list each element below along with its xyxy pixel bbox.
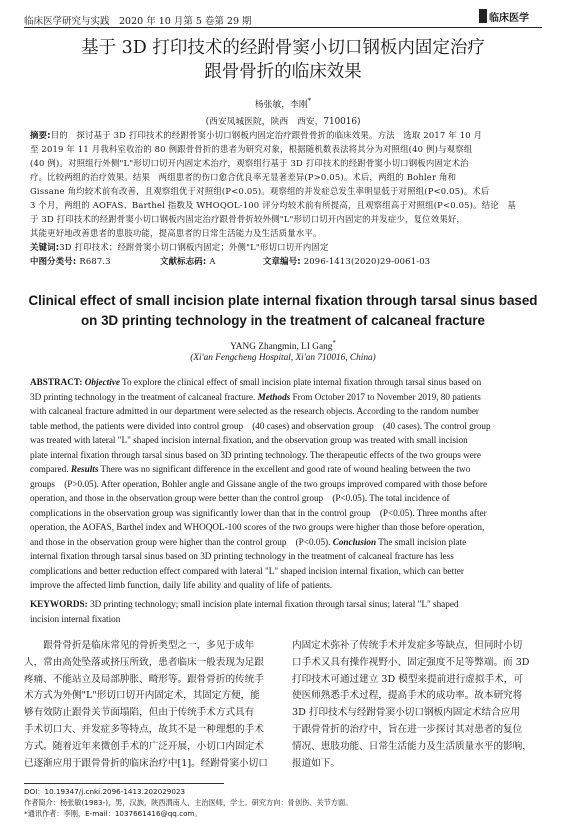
body-line: 已逐渐应用于跟骨骨折的临床治疗中[1]。经跗骨窦小切口 xyxy=(24,757,268,769)
body-line: 于跟骨骨折的治疗中，旨在进一步探讨其对患者的复位 xyxy=(292,723,523,735)
abstract-en-line: 3D printing technology in the treatment of calcaneal fracture. Methods From October 2017 to November 2019, 80 patients xyxy=(30,391,481,402)
abstract-cn-label: 摘要: xyxy=(30,130,51,140)
abstract-en-line: complications in the observation group was significantly lower than that in the control group (P<0.05). Three months after xyxy=(30,507,487,518)
affiliation-en: (Xi'an Fengcheng Hospital, Xi'an 710016, China) xyxy=(190,353,376,363)
body-line: 使医师熟悉手术过程，提高手术的成功率。故本研究将 xyxy=(292,690,523,702)
abstract-cn-line: 其能更好地改善患者的患肢功能，提高患者的日常生活能力及生活质量水平。 xyxy=(30,228,322,238)
abstract-cn-line: 疗。比较两组的治疗效果。结果 两组患者的伤口愈合优良率无显著差异(P>0.05)。术后，两组的 Bohler 角和 xyxy=(30,172,457,182)
abstract-cn-line: 于 3D 打印技术的经跗骨窦小切口钢板内固定治疗跟骨骨折较外侧"L"形切口切开内固定的并发症少，复位效果好， xyxy=(30,214,466,224)
title-cn-line-1: 基于 3D 打印技术的经跗骨窦小切口钢板内固定治疗 xyxy=(81,38,485,58)
abstract-en-line: compared. Results There was no significant difference in the excellent and good rate of wound healing between the two xyxy=(30,464,471,474)
running-header xyxy=(0,0,566,28)
abstract-en-line: internal fixation through tarsal sinus based on 3D printing technology in the treatment of calcaneal fracture has less xyxy=(30,551,454,561)
footnote-corresponding: *通讯作者：李刚，E-mail：1037661416@qq.com。 xyxy=(24,809,202,818)
authors-en: YANG Zhangmin, LI Gang* xyxy=(230,339,336,353)
abstract-en-line: improve the affected limb function, daily life ability and quality of life of patients. xyxy=(30,580,333,590)
header-rule xyxy=(24,27,542,28)
abstract-cn-line: Gissane 角均较术前有改善，且观察组优于对照组(P<0.05)。观察组的并发症总发生率明显低于对照组(P<0.05)。术后 xyxy=(30,186,490,196)
abstract-en-line: with calcaneal fracture admitted in our department were selected as the research objects. According to the random number xyxy=(30,406,479,416)
body-line: 内固定术弥补了传统手术并发症多等缺点，但同时小切 xyxy=(292,640,523,651)
abstract-en-line: ABSTRACT: Objective To explore the clinical effect of small incision plate internal fixation through tarsal sinus based on xyxy=(30,377,482,387)
corresponding-mark: * xyxy=(307,97,312,106)
footnote-doi: DOI：10.19347/j.cnki.2096-1413.202029023 xyxy=(24,787,186,796)
footnote-rule xyxy=(24,783,224,784)
abstract-cn-line: 至 2019 年 11 月我科室收治的 80 例跟骨骨折的患者为研究对象，根据随机数表法将其分为对照组(40 例)与观察组 xyxy=(30,144,473,154)
keywords-en-cont: incision internal fixation xyxy=(30,613,121,624)
abstract-en-line: complications and better reduction effect compared with lateral "L" shaped incision internal fixation, which can better xyxy=(30,565,464,576)
keywords-cn-label: 关键词: xyxy=(30,242,60,252)
authors-cn xyxy=(24,97,542,110)
title-en-line-1: Clinical effect of small incision plate internal fixation through tarsal sinus based xyxy=(28,293,538,308)
body-line: 人，常由高处坠落或挤压所致，患者临床一般表现为足跟 xyxy=(24,656,264,668)
body-column-left xyxy=(24,638,280,772)
abstract-cn-line: 3 个月，两组的 AOFAS、Barthel 指数及 WHOQOL-100 评分均较术前有所提高，且观察组高于对照组(P<0.05)。结论 基 xyxy=(30,200,517,210)
abstract-en-line: plate internal fixation through tarsal sinus based on 3D printing technology. The therapeutic effects of the two groups were xyxy=(30,449,481,460)
section-mark xyxy=(479,9,487,23)
abstract-en-line: groups (P>0.05). After operation, Bohler angle and Gissane angle of the two groups improved compared with those before xyxy=(30,478,488,489)
abstract-en-line: operation, the AOFAS, Barthel index and WHOQOL-100 scores of the two groups were higher than those before operation, xyxy=(30,522,485,532)
body-line: 跟骨骨折是临床常见的骨折类型之一，多见于成年 xyxy=(24,640,255,651)
body-line: 术方式为外侧"L"形切口切开内固定术，其固定方便，能 xyxy=(24,690,260,702)
body-line: 疼痛、不能站立及局部肿胀、畸形等。跟骨骨折的传统手 xyxy=(24,673,264,685)
abstract-en-line: and those in the observation group were higher than the control group (P<0.05). Conclusion The small incision plate xyxy=(30,536,467,547)
title-cn-line-2: 跟骨骨折的临床效果 xyxy=(204,62,362,82)
section-name: 临床医学 xyxy=(489,13,529,24)
abstract-en-line: operation, and those in the observation group were better than the control group (P<0.05). The total incidence of xyxy=(30,493,450,503)
abstract-cn-line: (40 例)。对照组行外侧"L"形切口切开内固定术治疗，观察组行基于 3D 打印技术的经跗骨窦小切口钢板内固定术治 xyxy=(30,158,469,168)
body-line: 情况、患肢功能、日常生活能力及生活质量水平的影响， xyxy=(292,740,532,752)
title-en-line-2: on 3D printing technology in the treatment of calcaneal fracture xyxy=(80,313,485,328)
body-line: 方式。随着近年来微创手术的广泛开展，小切口内固定术 xyxy=(24,740,264,752)
body-line: 手术切口大、并发症多等特点，故其不是一种理想的手术 xyxy=(24,723,264,735)
body-column-right xyxy=(292,638,548,772)
classification-line: 中图分类号: R687.3 文献标志码: A 文章编号: 2096-1413(2020)29-0061-03 xyxy=(30,256,431,266)
abstract-cn-line: 摘要:目的 探讨基于 3D 打印技术的经跗骨窦小切口钢板内固定治疗跟骨骨折的临床效果。方法 选取 2017 年 10 月 xyxy=(30,130,483,140)
body-line: 口手术又具有操作视野小、固定强度不足等弊端。而 3D xyxy=(292,656,530,668)
body-line: 报道如下。 xyxy=(292,757,340,769)
abstract-en-line: was treated with lateral "L" shaped incision internal fixation, and the observation group was treated with small incision xyxy=(30,435,468,445)
keywords-en: KEYWORDS: 3D printing technology; small incision plate internal fixation through tarsal sinus; lateral "L" shaped xyxy=(30,599,459,609)
journal-issue-line: 临床医学研究与实践 2020 年 10 月第 5 卷第 29 期 xyxy=(24,16,252,27)
body-line: 够有效防止跟骨关节面塌陷，但由于传统手术方式具有 xyxy=(24,707,255,719)
affiliation-cn: (西安凤城医院，陕西 西安，710016) xyxy=(205,117,361,127)
footnote-author-bio: 作者简介：杨张敏(1983-)，男，汉族，陕西渭南人，主治医师，学士。研究方向：骨创伤、关节方面。 xyxy=(24,798,353,807)
abstract-en-line: table method, the patients were divided into control group (40 cases) and observation group (40 cases). The control group xyxy=(30,420,491,431)
body-line: 打印技术可通过建立 3D 模型来提前进行虚拟手术，可 xyxy=(292,673,523,685)
body-line: 3D 打印技术与经跗骨窦小切口钢板内固定术结合应用 xyxy=(292,707,520,719)
keywords-cn: 关键词:3D 打印技术；经跗骨窦小切口钢板内固定；外侧"L"形切口切开内固定 xyxy=(30,242,329,252)
authors-cn-names: 杨张敏，李刚 xyxy=(254,100,308,110)
